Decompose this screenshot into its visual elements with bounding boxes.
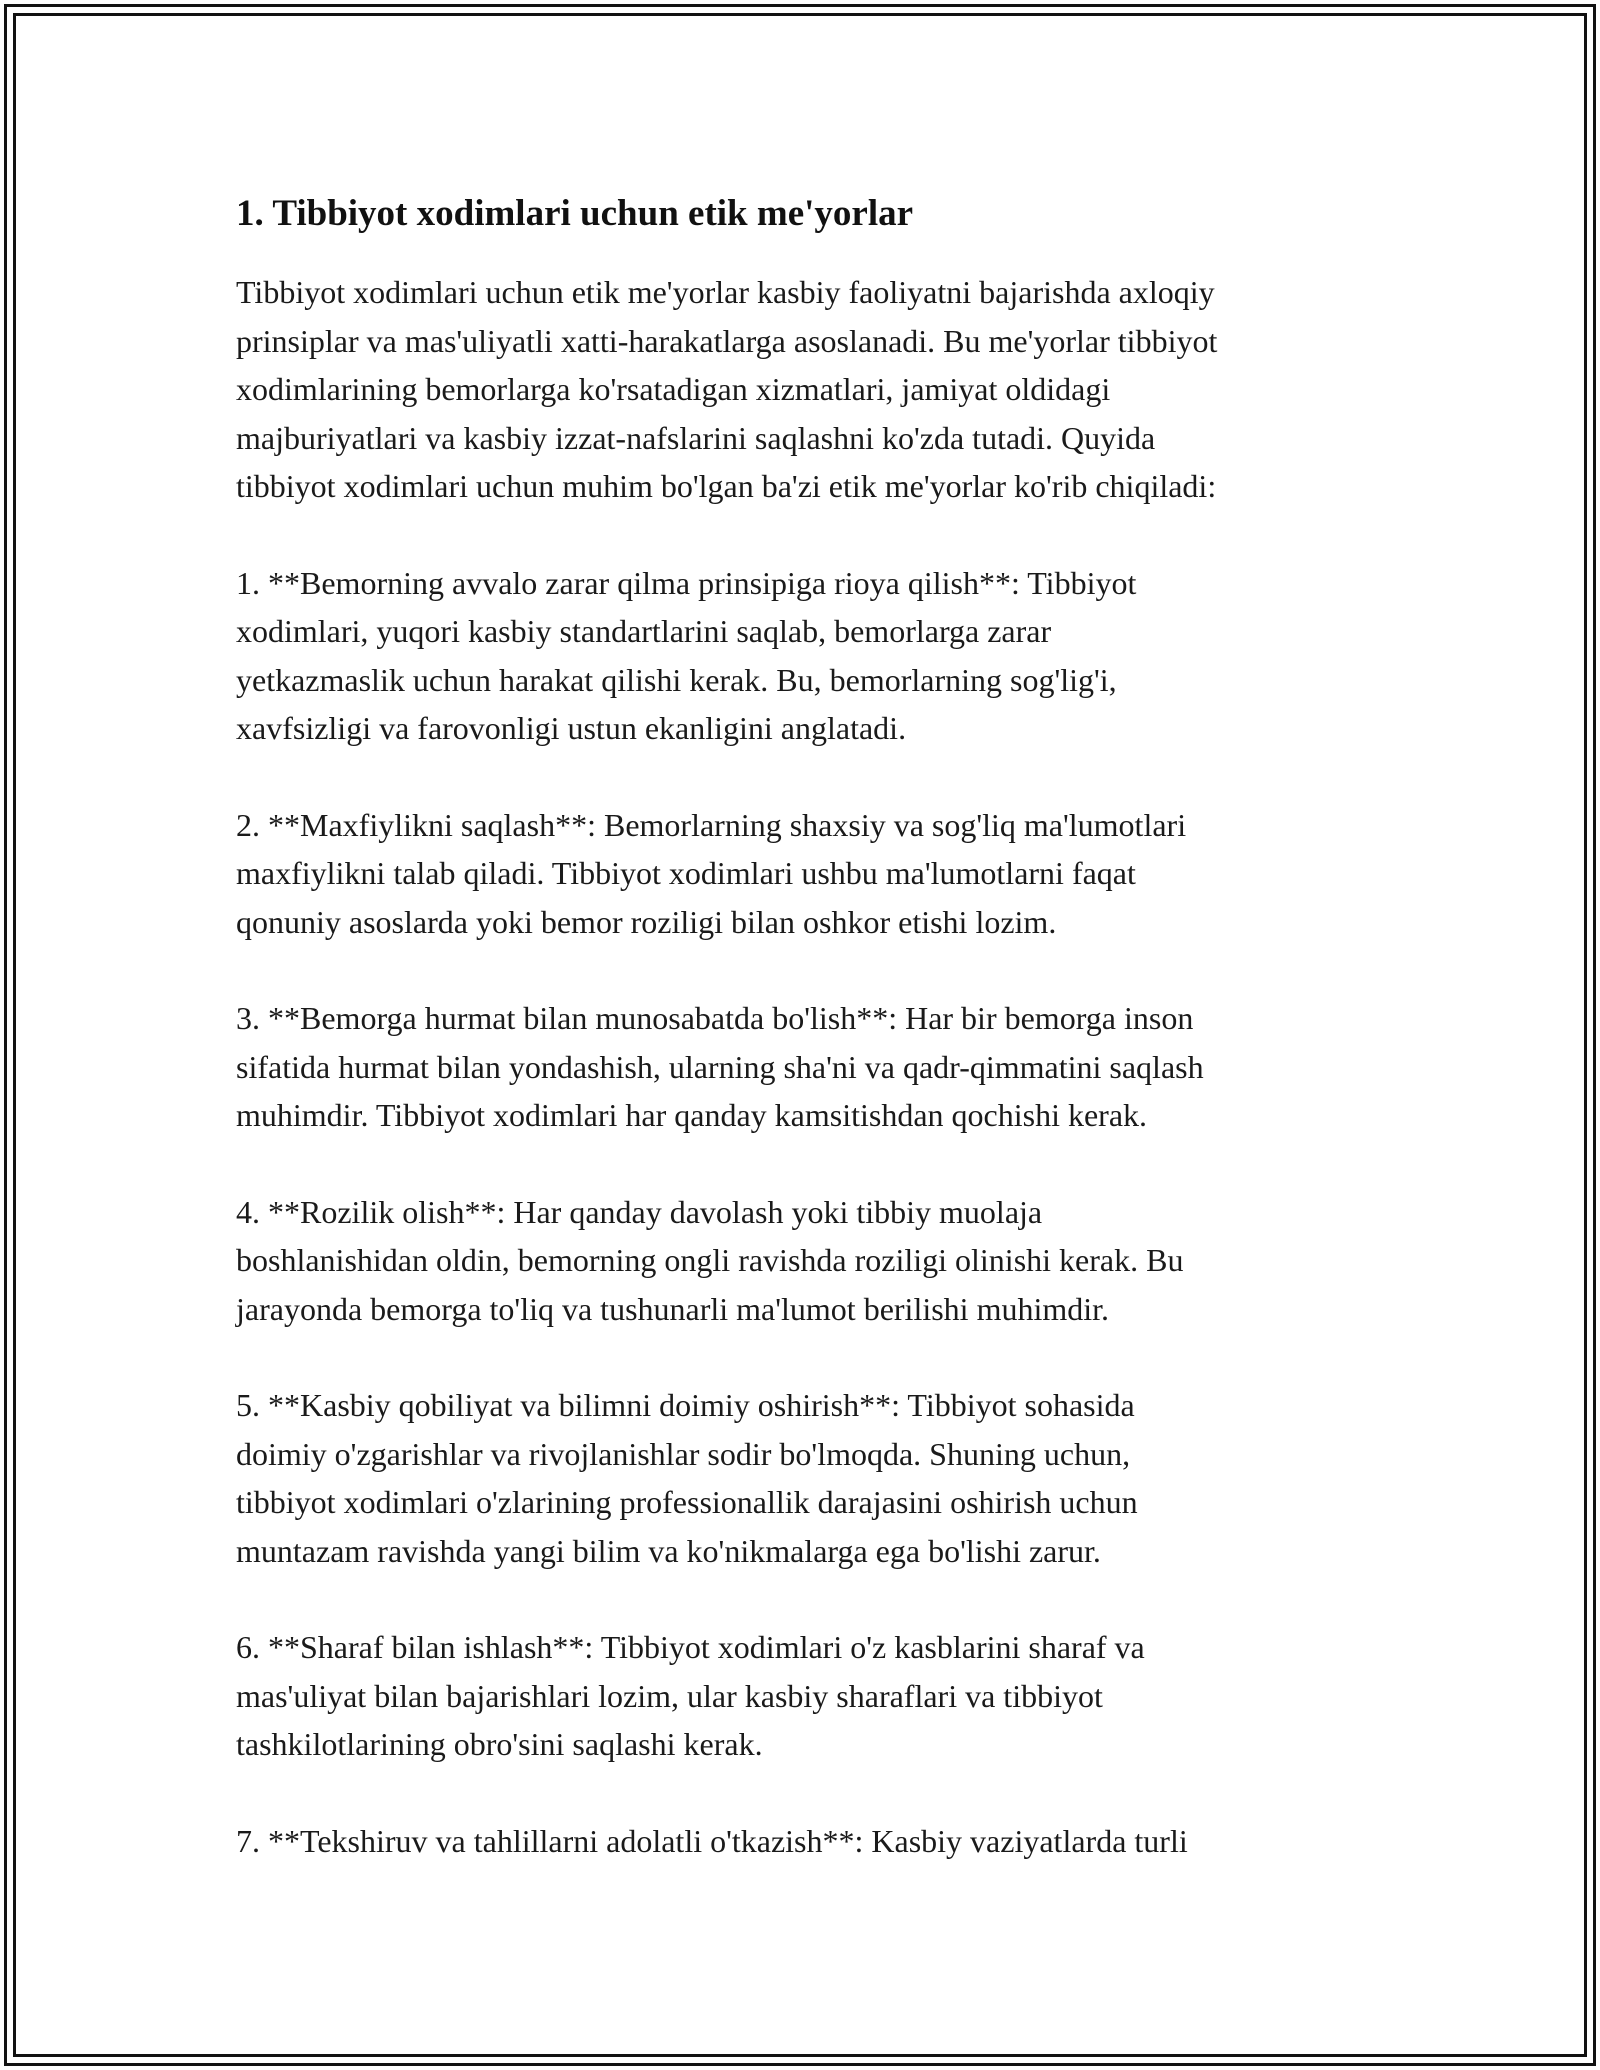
text-line: xodimlari, yuqori kasbiy standartlarini saqlab, bemorlarga zarar — [236, 613, 1052, 649]
text-line: 7. **Tekshiruv va tahlillarni adolatli o'tkazish**: Kasbiy vaziyatlarda turli — [236, 1822, 1188, 1859]
list-item-paragraph — [236, 994, 1386, 1140]
text-line: tashkilotlarining obro'sini saqlashi kerak. — [236, 1726, 763, 1762]
text-line: Tibbiyot xodimlari uchun etik me'yorlar kasbiy faoliyatni bajarishda axloqiy — [236, 274, 1215, 310]
text-line: maxfiylikni talab qiladi. Tibbiyot xodimlari ushbu ma'lumotlarni faqat — [236, 855, 1136, 891]
text-line: tibbiyot xodimlari uchun muhim bo'lgan ba'zi etik me'yorlar ko'rib chiqiladi: — [236, 468, 1217, 504]
text-line: yetkazmaslik uchun harakat qilishi kerak. Bu, bemorlarning sog'lig'i, — [236, 661, 1117, 698]
list-item-paragraph — [236, 1381, 1386, 1575]
text-line: xavfsizligi va farovonligi ustun ekanligini anglatadi. — [236, 710, 907, 746]
text-line: tibbiyot xodimlari o'zlarining professionallik darajasini oshirish uchun — [236, 1484, 1138, 1520]
text-line: sifatida hurmat bilan yondashish, ularning sha'ni va qadr-qimmatini saqlash — [236, 1048, 1204, 1085]
text-line: 2. **Maxfiylikni saqlash**: Bemorlarning shaxsiy va sog'liq ma'lumotlari — [236, 806, 1187, 843]
list-item-paragraph — [236, 1817, 1386, 1866]
list-item-paragraph — [236, 559, 1386, 753]
text-line: prinsiplar va mas'uliyatli xatti-harakatlarga asoslanadi. Bu me'yorlar tibbiyot — [236, 322, 1218, 359]
text-line: 3. **Bemorga hurmat bilan munosabatda bo'lish**: Har bir bemorga inson — [236, 1000, 1194, 1036]
text-line: mas'uliyat bilan bajarishlari lozim, ular kasbiy sharaflari va tibbiyot — [236, 1677, 1103, 1714]
text-line: muntazam ravishda yangi bilim va ko'nikmalarga ega bo'lishi zarur. — [236, 1532, 1101, 1569]
list-item-paragraph — [236, 1188, 1386, 1334]
list-item-paragraph — [236, 801, 1386, 947]
document-body — [236, 188, 1386, 1913]
text-line: jarayonda bemorga to'liq va tushunarli ma'lumot berilishi muhimdir. — [236, 1290, 1110, 1327]
text-line: muhimdir. Tibbiyot xodimlari har qanday kamsitishdan qochishi kerak. — [236, 1097, 1148, 1133]
text-line: 5. **Kasbiy qobiliyat va bilimni doimiy oshirish**: Tibbiyot sohasida — [236, 1387, 1135, 1423]
text-line: 4. **Rozilik olish**: Har qanday davolash yoki tibbiy muolaja — [236, 1193, 1043, 1230]
text-line: 1. **Bemorning avvalo zarar qilma prinsipiga rioya qilish**: Tibbiyot — [236, 564, 1137, 601]
text-line: 6. **Sharaf bilan ishlash**: Tibbiyot xodimlari o'z kasblarini sharaf va — [236, 1629, 1145, 1665]
paragraph-list — [236, 268, 1386, 1865]
document-title: 1. Tibbiyot xodimlari uchun etik me'yorlar — [236, 193, 914, 234]
text-line: majburiyatlari va kasbiy izzat-nafslarini saqlashni ko'zda tutadi. Quyida — [236, 419, 1156, 456]
text-line: boshlanishidan oldin, bemorning ongli ravishda roziligi olinishi kerak. Bu — [236, 1242, 1184, 1278]
list-item-paragraph — [236, 1623, 1386, 1769]
intro-paragraph — [236, 268, 1386, 511]
text-line: xodimlarining bemorlarga ko'rsatadigan xizmatlari, jamiyat oldidagi — [236, 371, 1111, 407]
text-line: doimiy o'zgarishlar va rivojlanishlar sodir bo'lmoqda. Shuning uchun, — [236, 1435, 1131, 1472]
text-line: qonuniy asoslarda yoki bemor roziligi bilan oshkor etishi lozim. — [236, 903, 1057, 940]
